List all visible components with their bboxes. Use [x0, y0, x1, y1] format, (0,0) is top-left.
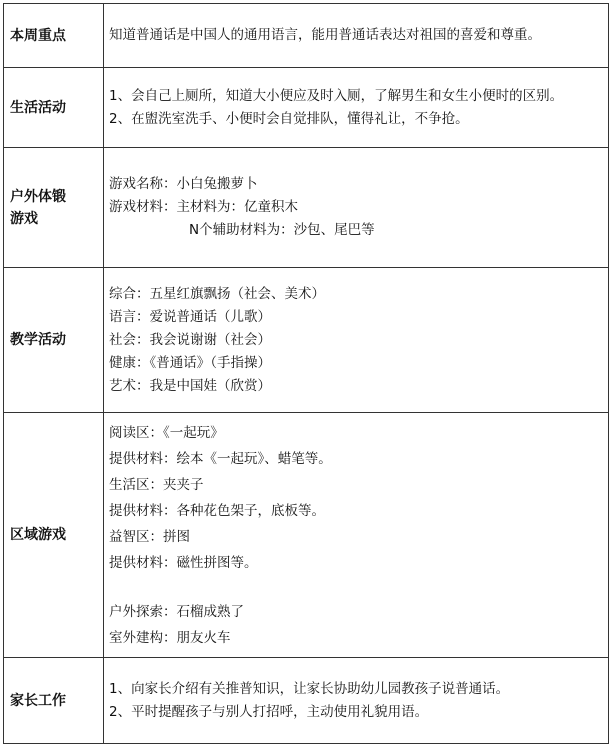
parent-work-item-2: 2、平时提醒孩子与别人打招呼，主动使用礼貌用语。 — [109, 703, 429, 720]
content-area-games — [104, 413, 609, 658]
daily-life-item-2: 2、在盥洗室洗手、小便时会自觉排队，懂得礼让，不争抢。 — [109, 110, 469, 127]
label-weekly-focus: 本周重点 — [4, 4, 104, 68]
area-puzzle: 益智区：拼图 — [109, 528, 190, 545]
teaching-item-3: 社会：我会说谢谢（社会） — [109, 331, 271, 348]
label-teaching: 教学活动 — [4, 268, 104, 413]
daily-life-item-1: 1、会自己上厕所，知道大小便应及时入厕，了解男生和女生小便时的区别。 — [109, 87, 564, 104]
label-outdoor-games-line-1: 户外体锻 — [10, 188, 66, 205]
outdoor-game-aux-materials: N个辅助材料为：沙包、尾巴等 — [189, 222, 375, 238]
label-outdoor-games — [4, 148, 104, 268]
area-reading: 阅读区：《一起玩》 — [109, 424, 224, 441]
area-outdoor-explore: 户外探索：石榴成熟了 — [109, 603, 244, 620]
content-daily-life — [104, 68, 609, 148]
area-puzzle-materials: 提供材料：磁性拼图等。 — [109, 554, 258, 571]
content-parent-work — [104, 658, 609, 744]
content-weekly-focus — [104, 4, 609, 68]
row-teaching — [4, 268, 609, 413]
teaching-item-5: 艺术：我是中国娃（欣赏） — [109, 377, 271, 394]
area-life: 生活区：夹夹子 — [109, 476, 204, 493]
area-life-materials: 提供材料：各种花色架子，底板等。 — [109, 502, 325, 519]
label-outdoor-games-line-2: 游戏 — [10, 210, 38, 227]
teaching-item-2: 语言：爱说普通话（儿歌） — [109, 308, 271, 325]
outdoor-game-name: 游戏名称：小白兔搬萝卜 — [109, 176, 258, 192]
area-reading-materials: 提供材料：绘本《一起玩》、蜡笔等。 — [109, 450, 332, 467]
row-parent-work — [4, 658, 609, 744]
content-outdoor-games — [104, 148, 609, 268]
teaching-item-4: 健康：《普通话》（手指操） — [109, 354, 271, 371]
area-outdoor-build: 室外建构：朋友火车 — [109, 629, 231, 646]
weekly-plan-table — [3, 3, 609, 744]
label-parent-work: 家长工作 — [4, 658, 104, 744]
parent-work-item-1: 1、向家长介绍有关推普知识，让家长协助幼儿园教孩子说普通话。 — [109, 680, 510, 697]
row-outdoor-games — [4, 148, 609, 268]
teaching-item-1: 综合：五星红旗飘扬（社会、美术） — [109, 285, 325, 302]
row-daily-life — [4, 68, 609, 148]
outdoor-game-materials: 游戏材料：主材料为：亿童积木 — [109, 199, 298, 215]
label-area-games: 区域游戏 — [4, 413, 104, 658]
area-spacer — [109, 576, 604, 599]
label-daily-life: 生活活动 — [4, 68, 104, 148]
row-weekly-focus — [4, 4, 609, 68]
row-area-games — [4, 413, 609, 658]
weekly-focus-text: 知道普通话是中国人的通用语言，能用普通话表达对祖国的喜爱和尊重。 — [109, 27, 541, 43]
content-teaching — [104, 268, 609, 413]
